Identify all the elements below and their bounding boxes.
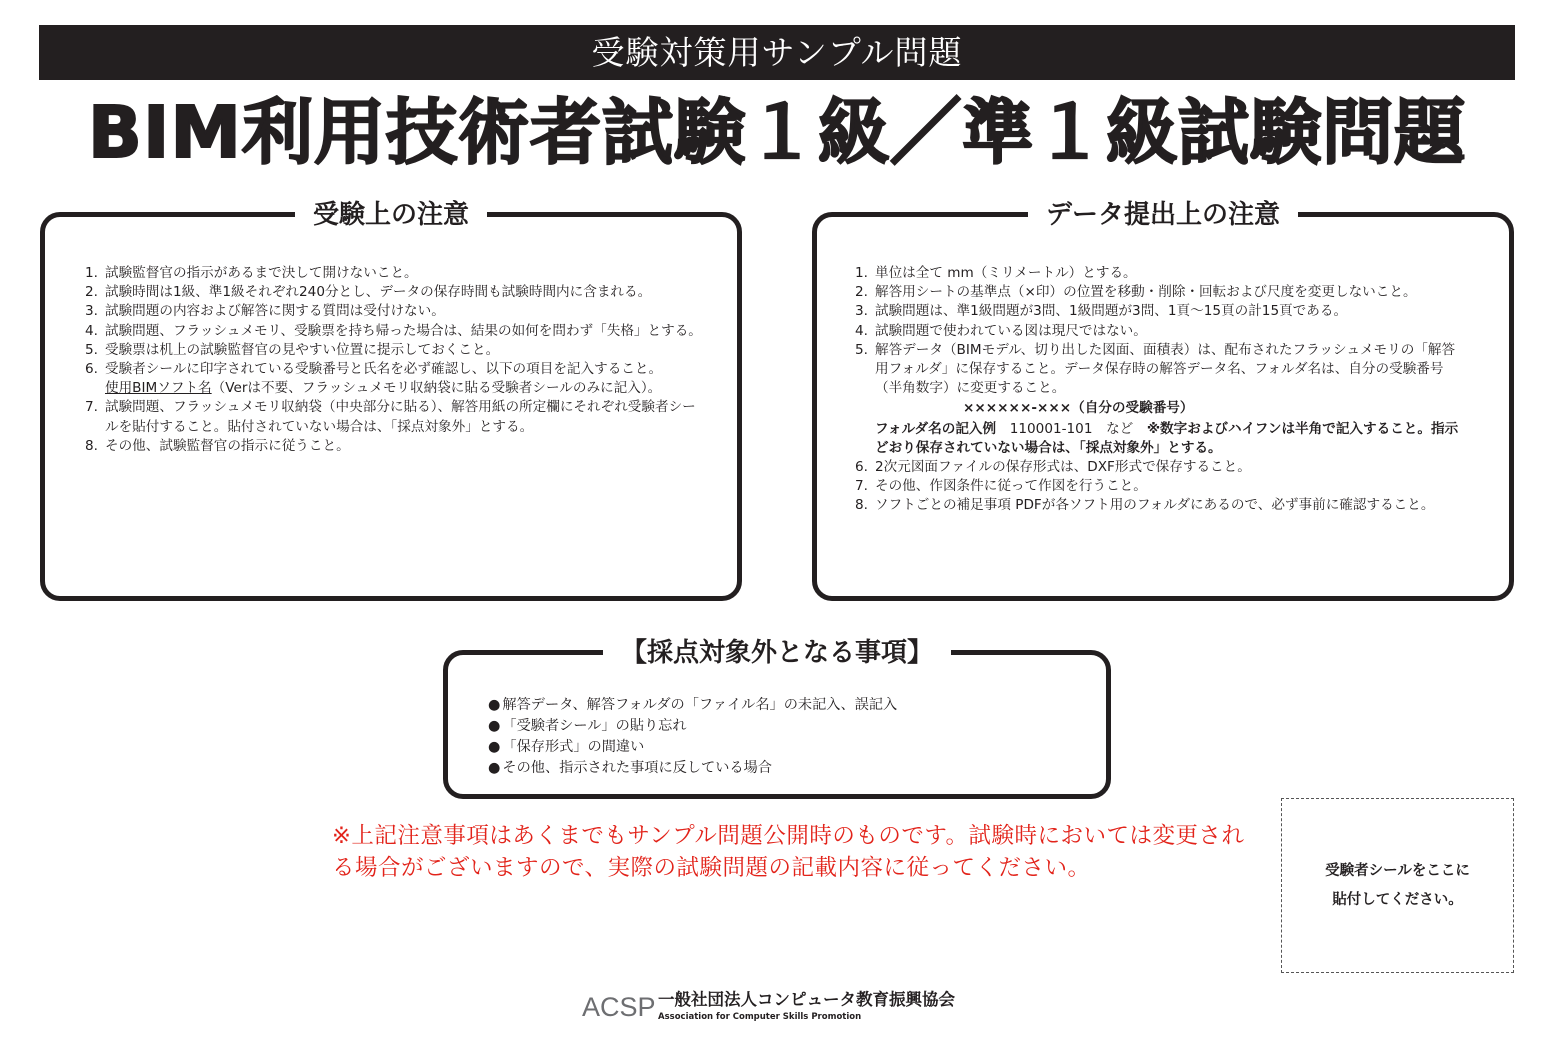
list-item: 1. 試験監督官の指示があるまで決して開けないこと。 <box>85 265 418 281</box>
list-item: 7. 試験問題、フラッシュメモリ収納袋（中央部分に貼る）、解答用紙の所定欄にそれぞれ受験者シールを貼付すること。貼付されていない場合は、「採点対象外」とする。 <box>85 399 696 435</box>
logo-text: ACSP <box>582 992 656 1022</box>
sticker-area <box>1281 798 1514 973</box>
list-item: 5. 受験票は机上の試験監督官の見やすい位置に提示しておくこと。 <box>85 341 500 358</box>
data-notes-box <box>812 200 1514 601</box>
list-item: 6. 2次元図面ファイルの保存形式は、DXF形式で保存すること。 <box>855 459 1251 476</box>
exam-notes-box <box>40 200 742 601</box>
list-item: ● 「保存形式」の間違い <box>488 737 897 758</box>
format-line: ××××××-×××（自分の受験番号） <box>963 400 1194 417</box>
list-item: 4. 試験問題で使われている図は現尺ではない。 <box>855 322 1147 339</box>
list-item: ● 解答データ、解答フォルダの「ファイル名」の未記入、誤記入 <box>488 695 897 716</box>
exclusions-list <box>488 695 897 779</box>
page-title: BIM利用技術者試験１級／準１級試験問題 <box>87 91 1467 174</box>
list-item: 7. その他、作図条件に従って作図を行うこと。 <box>855 478 1147 495</box>
exam-notes-title: 受験上の注意 <box>295 195 487 235</box>
list-item: ● 「受験者シール」の貼り忘れ <box>488 716 897 737</box>
exam-notes-list <box>85 264 705 456</box>
list-item: ● その他、指示された事項に反している場合 <box>488 758 897 779</box>
software-name-label: 使用BIMソフト名 <box>105 380 212 397</box>
list-item: 5. 解答データ（BIMモデル、切り出した図面、面積表）は、配布されたフラッシュメモリの「解答用フォルダ」に保存すること。データ保存時の解答データ名、フォルダ名は、自分の受験番号（半角数字）に変更すること。 ××××××-×××（自分の受験番号） フォルダ名の記入例 110001-101 など ※数字およびハイフンは半角で記入すること。指示どおり保存されていない場合は、「採点対象外」とする。 <box>855 341 1467 458</box>
data-notes-list <box>855 264 1467 516</box>
sticker-line-2: 貼付してください。 <box>1332 891 1463 908</box>
exclusions-title: 【採点対象外となる事項】 <box>603 633 951 673</box>
list-item: 3. 試験問題の内容および解答に関する質問は受付けない。 <box>85 303 445 320</box>
list-item: 8. その他、試験監督官の指示に従うこと。 <box>85 437 350 454</box>
list-item: 8. ソフトごとの補足事項 PDFが各ソフト用のフォルダにあるので、必ず事前に確認すること。 <box>855 497 1435 514</box>
data-notes-title: データ提出上の注意 <box>1028 195 1298 235</box>
list-item: 3. 試験問題は、準1級問題が3問、1級問題が3問、1頁〜15頁の計15頁である。 <box>855 303 1348 320</box>
list-item: 6. 受験者シールに印字されている受験番号と氏名を必ず確認し、以下の項目を記入すること。 使用BIMソフト名（Verは不要、フラッシュメモリ収納袋に貼る受験者シールのみに記入）。 <box>85 361 663 397</box>
notice-text: ※上記注意事項はあくまでもサンプル問題公開時のものです。試験時においては変更される場合がございますので、実際の試験問題の記載内容に従ってください。 <box>332 823 1245 881</box>
org-name-en: Association for Computer Skills Promotion <box>658 1012 862 1022</box>
org-name: 一般社団法人コンピュータ教育振興協会 <box>658 990 955 1009</box>
sticker-line-1: 受験者シールをここに <box>1325 862 1470 879</box>
list-item: 2. 試験時間は1級、準1級それぞれ240分とし、データの保存時間も試験時間内に含まれる。 <box>85 284 652 301</box>
acsp-logo-icon <box>582 988 656 1022</box>
list-item: 4. 試験問題、フラッシュメモリ、受験票を持ち帰った場合は、結果の如何を問わず「失格」とする。 <box>85 322 702 339</box>
list-item: 1. 単位は全て mm（ミリメートル）とする。 <box>855 265 1137 281</box>
folder-example: フォルダ名の記入例 110001-101 など ※数字およびハイフンは半角で記入すること。指示どおり保存されていない場合は、「採点対象外」とする。 <box>875 420 1459 456</box>
exclusions-box <box>443 638 1111 799</box>
sample-banner: 受験対策用サンプル問題 <box>39 25 1515 80</box>
list-item: 2. 解答用シートの基準点（×印）の位置を移動・削除・回転および尺度を変更しないこと。 <box>855 284 1417 301</box>
